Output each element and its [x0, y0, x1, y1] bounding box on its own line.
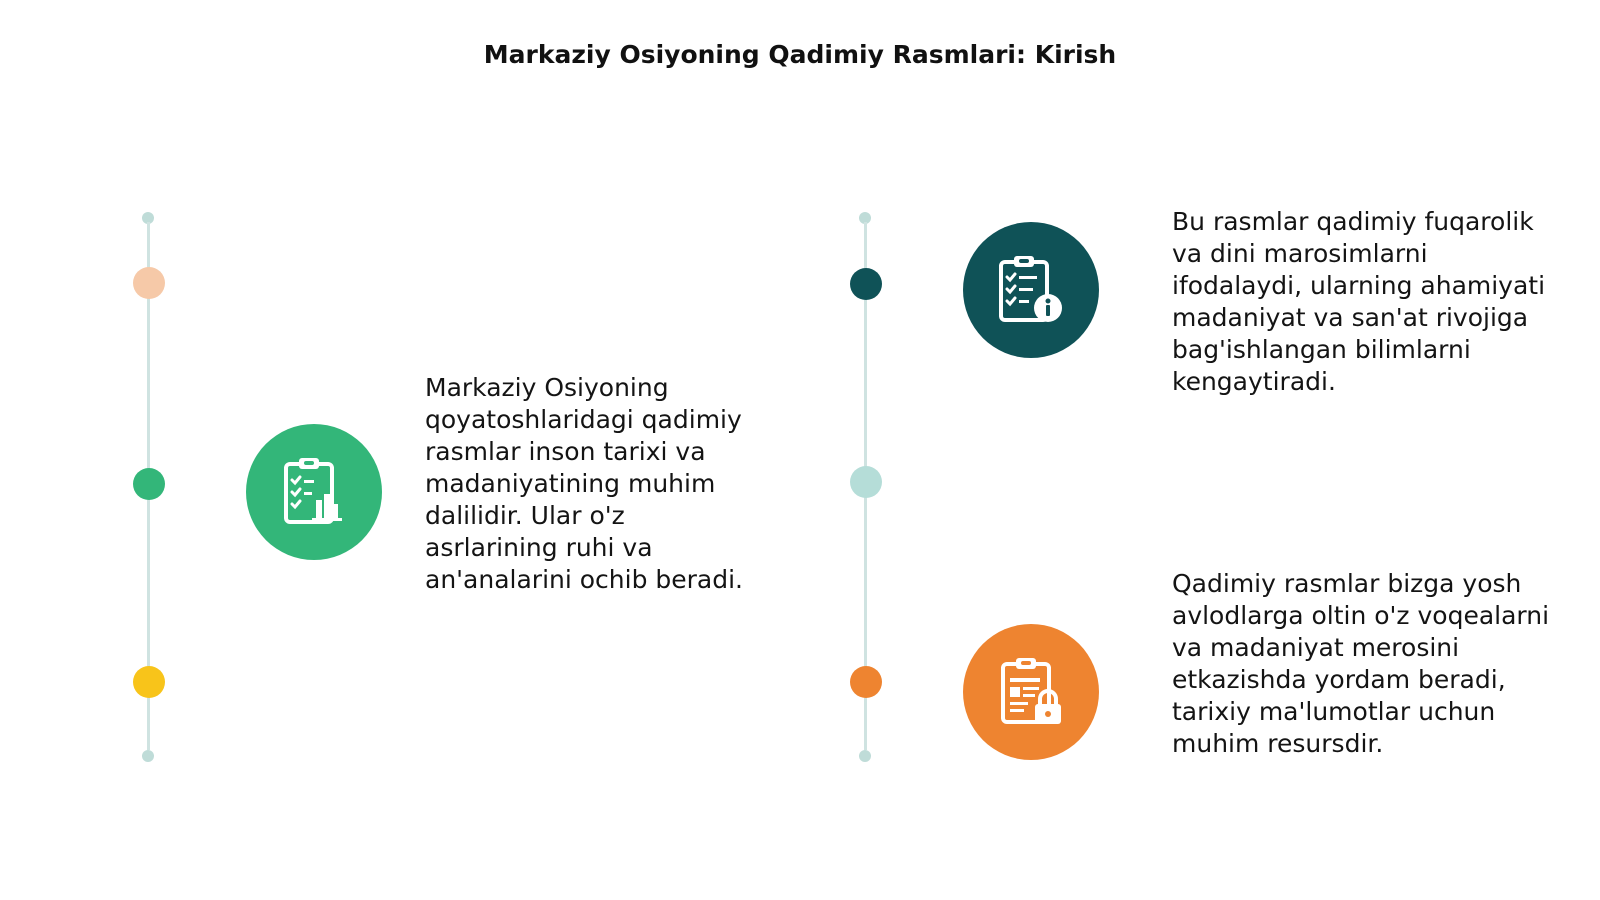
clipboard-info-icon	[993, 252, 1069, 328]
timeline-dot-dark-teal	[850, 268, 882, 300]
timeline-end-cap	[142, 750, 154, 762]
timeline-dot-peach	[133, 267, 165, 299]
item-2-description: Bu rasmlar qadimiy fuqarolik va dini marosimlarni ifodalaydi, ularning ahamiyati madaniyat va san'at rivojiga bag'ishlangan bilimlarni kengaytiradi.	[1172, 207, 1546, 396]
item-3-description: Qadimiy rasmlar bizga yosh avlodlarga oltin o'z voqealarni va madaniyat merosini etkazishda yordam beradi, tarixiy ma'lumotlar uchun muhim resursdir.	[1172, 569, 1550, 758]
icon-badge-dark-teal	[963, 222, 1099, 358]
timeline-dot-orange	[850, 666, 882, 698]
left-timeline	[128, 212, 168, 772]
right-timeline	[845, 212, 885, 772]
clipboard-chart-icon	[276, 454, 352, 530]
page-title: Markaziy Osiyoning Qadimiy Rasmlari: Kirish	[483, 40, 1117, 69]
timeline-dot-yellow	[133, 666, 165, 698]
timeline-dot-green	[133, 468, 165, 500]
item-1-description: Markaziy Osiyoning qoyatoshlaridagi qadimiy rasmlar inson tarixi va madaniyatining muhim dalilidir. Ular o'z asrlarining ruhi va an'analarini ochib beradi.	[425, 373, 744, 594]
clipboard-lock-icon	[993, 654, 1069, 730]
timeline-end-cap	[859, 750, 871, 762]
timeline-dot-light-teal	[850, 466, 882, 498]
icon-badge-green	[246, 424, 382, 560]
icon-badge-orange	[963, 624, 1099, 760]
